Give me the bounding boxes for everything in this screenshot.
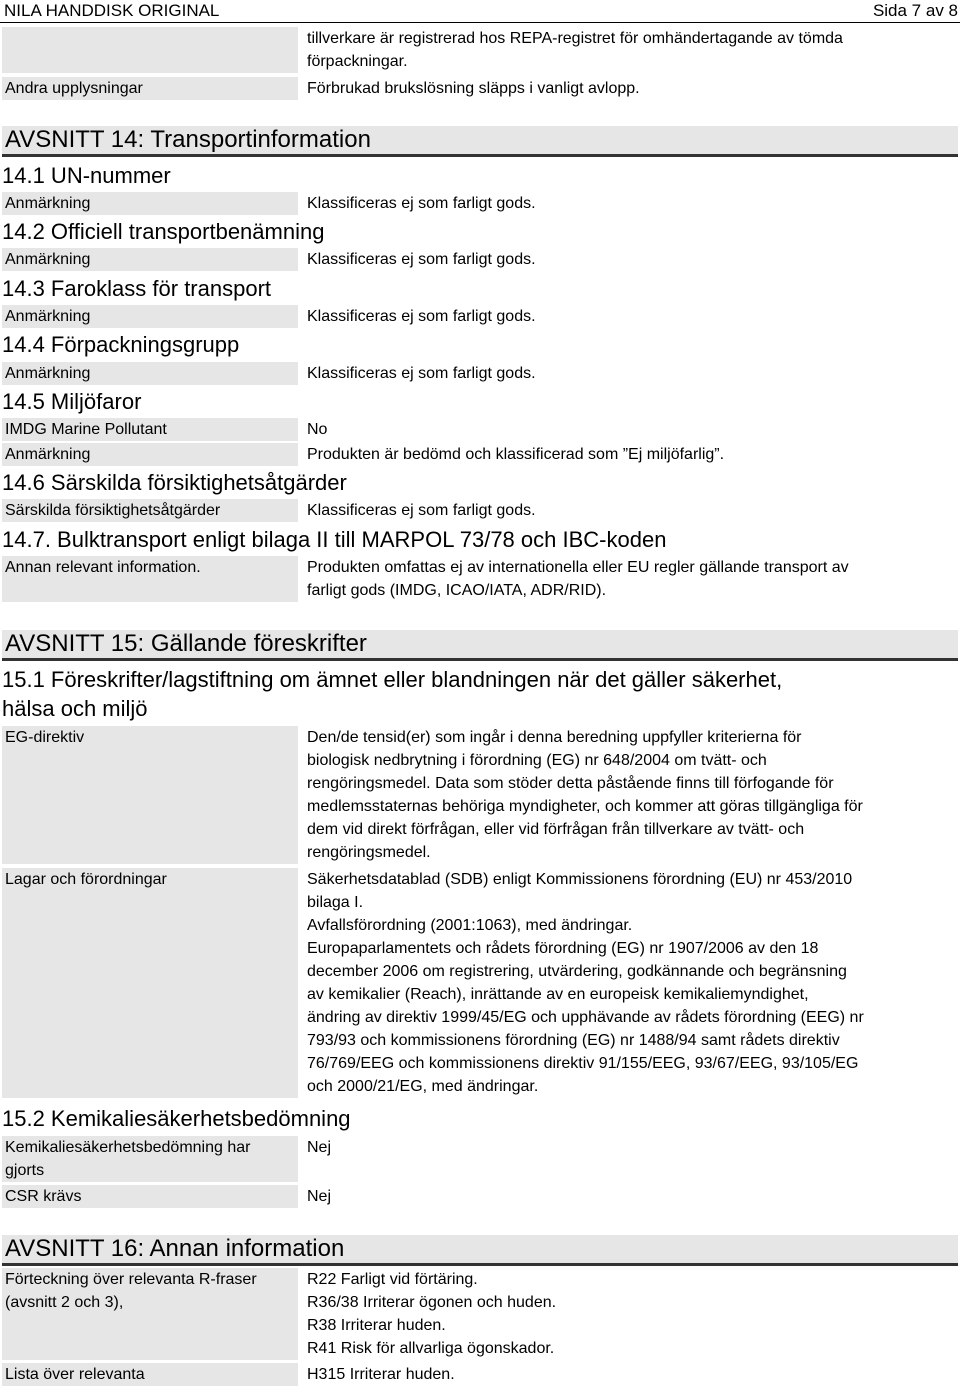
section-15-heading <box>2 630 958 661</box>
text-line: Avfallsförordning (2001:1063), med ändringar. <box>307 917 633 934</box>
text-line: (avsnitt 2 och 3), <box>5 1294 124 1311</box>
field-value <box>307 556 927 602</box>
field-label <box>2 1136 298 1182</box>
text-line: biologisk nedbrytning i förordning (EG) nr 648/2004 om tvätt- och <box>307 752 767 769</box>
section-14-heading <box>2 126 958 157</box>
subsection-heading: 14.1 UN-nummer <box>2 163 171 188</box>
text-line: gjorts <box>5 1162 45 1179</box>
text-line: rengöringsmedel. <box>307 844 431 861</box>
text-line: Säkerhetsdatablad (SDB) enligt Kommissionens förordning (EU) nr 453/2010 <box>307 871 853 888</box>
section-title: AVSNITT 16: Annan information <box>5 1235 345 1262</box>
text-line: ändring av direktiv 1999/45/EG och upphävande av rådets förordning (EEG) nr <box>307 1009 864 1026</box>
field-label <box>2 1268 298 1360</box>
text-line: Förteckning över relevanta R-fraser <box>5 1271 257 1288</box>
field-label: Andra upplysningar <box>2 77 298 100</box>
page-number: Sida 7 av 8 <box>872 1 958 20</box>
field-value: H315 Irriterar huden. <box>307 1366 455 1383</box>
field-value: Produkten är bedömd och klassificerad som ”Ej miljöfarlig”. <box>307 446 725 463</box>
text-line: 793/93 och kommissionens förordning (EG) nr 1488/94 samt rådets direktiv <box>307 1032 840 1049</box>
field-label: Anmärkning <box>2 305 298 328</box>
subsection-heading: 14.2 Officiell transportbenämning <box>2 219 325 244</box>
field-label: Särskilda försiktighetsåtgärder <box>2 499 298 522</box>
field-value: Förbrukad brukslösning släpps i vanligt avlopp. <box>307 80 640 97</box>
field-value: No <box>307 421 328 438</box>
field-value <box>307 1268 927 1360</box>
text-line: dem vid direkt förfrågan, eller vid förfrågan från tillverkare av tvätt- och <box>307 821 805 838</box>
subsection-heading: 15.2 Kemikaliesäkerhetsbedömning <box>2 1106 351 1131</box>
text-line: Kemikaliesäkerhetsbedömning har <box>5 1139 251 1156</box>
field-value <box>307 27 927 73</box>
field-label: CSR krävs <box>2 1185 298 1208</box>
text-line: förpackningar. <box>307 53 408 70</box>
text-line: Produkten omfattas ej av internationella eller EU regler gällande transport av <box>307 559 849 576</box>
subsection-heading: 14.6 Särskilda försiktighetsåtgärder <box>2 470 347 495</box>
field-label: Anmärkning <box>2 443 298 466</box>
text-line: R22 Farligt vid förtäring. <box>307 1271 478 1288</box>
field-label: Lagar och förordningar <box>2 868 298 1098</box>
field-value: Klassificeras ej som farligt gods. <box>307 365 536 382</box>
text-line: av kemikalier (Reach), inrättande av en europeisk kemikaliemyndighet, <box>307 986 809 1003</box>
field-value: Klassificeras ej som farligt gods. <box>307 195 536 212</box>
field-label: Anmärkning <box>2 248 298 271</box>
field-label: IMDG Marine Pollutant <box>2 418 298 441</box>
section-16-heading <box>2 1235 958 1266</box>
text-line: medlemsstaternas behöriga myndigheter, och kommer att göras tillgängliga för <box>307 798 863 815</box>
subsection-heading: 14.3 Faroklass för transport <box>2 276 272 301</box>
text-line: 76/769/EEG och kommissionens direktiv 91/155/EEG, 93/67/EEG, 93/105/EG <box>307 1055 859 1072</box>
header-divider <box>0 22 960 23</box>
field-value: Klassificeras ej som farligt gods. <box>307 251 536 268</box>
field-value: Klassificeras ej som farligt gods. <box>307 308 536 325</box>
field-value: Nej <box>307 1139 332 1156</box>
page-header <box>0 0 960 22</box>
text-line: tillverkare är registrerad hos REPA-registret för omhändertagande av tömda <box>307 30 843 47</box>
text-line: farligt gods (IMDG, ICAO/IATA, ADR/RID). <box>307 582 607 599</box>
text-line: december 2006 om registrering, utvärdering, godkännande och begränsning <box>307 963 847 980</box>
text-line: R36/38 Irriterar ögonen och huden. <box>307 1294 557 1311</box>
field-label: Anmärkning <box>2 192 298 215</box>
field-value <box>307 868 927 1098</box>
field-label: Annan relevant information. <box>2 556 298 602</box>
field-label: Anmärkning <box>2 362 298 385</box>
subsection-heading: 14.7. Bulktransport enligt bilaga II till MARPOL 73/78 och IBC-koden <box>2 527 667 552</box>
subsection-heading: 14.5 Miljöfaror <box>2 389 142 414</box>
text-line: Europaparlamentets och rådets förordning (EG) nr 1907/2006 av den 18 <box>307 940 819 957</box>
text-line: bilaga I. <box>307 894 364 911</box>
field-value <box>307 726 927 864</box>
subsection-heading-cont: hälsa och miljö <box>2 696 148 721</box>
text-line: R41 Risk för allvarliga ögonskador. <box>307 1340 555 1357</box>
field-label: EG-direktiv <box>2 726 298 864</box>
section-title: AVSNITT 14: Transportinformation <box>5 126 371 153</box>
text-line: R38 Irriterar huden. <box>307 1317 446 1334</box>
text-line: rengöringsmedel. Data som stöder detta påstående finns till förfogande för <box>307 775 834 792</box>
subsection-heading: 14.4 Förpackningsgrupp <box>2 332 240 357</box>
product-name: NILA HANDDISK ORIGINAL <box>4 1 220 20</box>
text-line: och 2000/21/EG, med ändringar. <box>307 1078 539 1095</box>
subsection-heading: 15.1 Föreskrifter/lagstiftning om ämnet eller blandningen när det gäller säkerhet, <box>2 667 783 692</box>
section-title: AVSNITT 15: Gällande föreskrifter <box>5 630 367 657</box>
field-label: Lista över relevanta <box>2 1363 298 1386</box>
field-value: Nej <box>307 1188 332 1205</box>
field-label-empty <box>2 27 298 73</box>
field-value: Klassificeras ej som farligt gods. <box>307 502 536 519</box>
text-line: Den/de tensid(er) som ingår i denna beredning uppfyller kriterierna för <box>307 729 802 746</box>
